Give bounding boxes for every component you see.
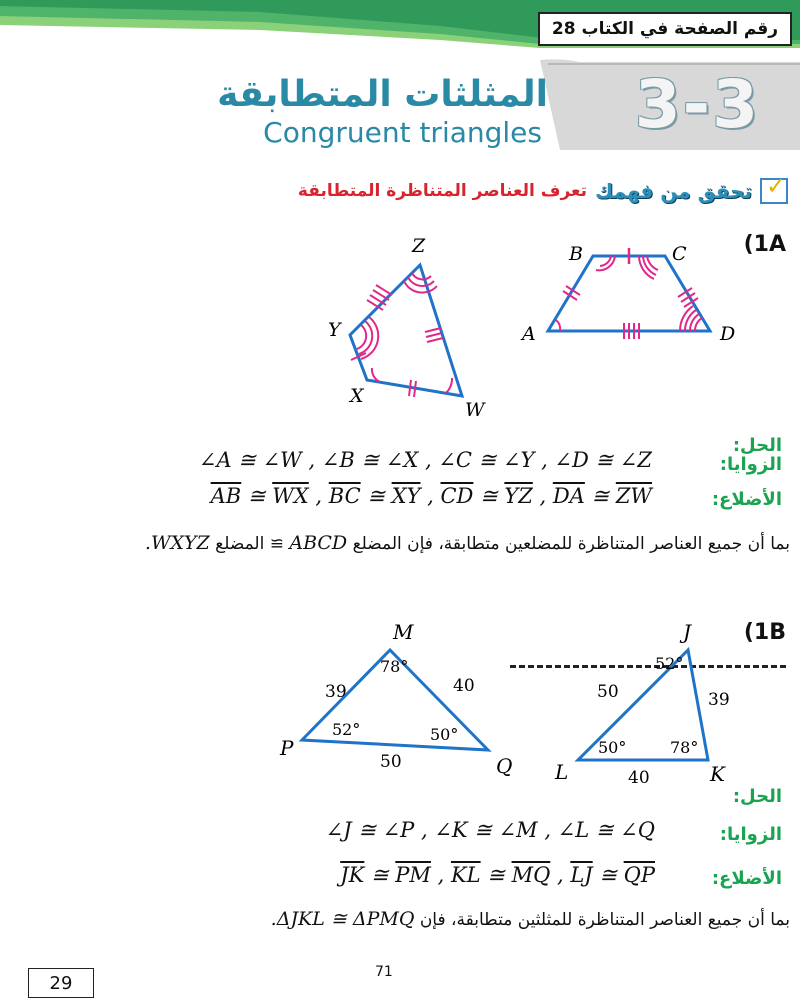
part-1b-label: (1B [743, 620, 786, 645]
angle-j: 52° [655, 654, 684, 673]
side-mq: 40 [453, 676, 475, 696]
lesson-title-arabic: المثلثات المتطابقة [217, 74, 548, 115]
sides-label-1b: الأضلاع: [711, 868, 782, 889]
vertex-m: M [393, 620, 414, 644]
side-jk: 39 [708, 690, 730, 710]
part-1a-label: (1A [743, 232, 786, 257]
solution-label-1a: الحل: [732, 435, 782, 456]
angle-l: 50° [598, 738, 627, 757]
vertex-l: L [555, 760, 569, 784]
figure-triangles [270, 615, 740, 790]
angles-label-1a: الزوايا: [719, 454, 782, 475]
vertex-d: D [720, 323, 736, 345]
conclusion-1b: بما أن جميع العناصر المتناظرة للمثلثين متطابقة، فإن ΔJKL ≅ ΔPMQ. [270, 908, 790, 930]
vertex-y: Y [328, 319, 341, 341]
vertex-k: K [710, 762, 725, 786]
solution-label-1b: الحل: [732, 786, 782, 807]
check-subtitle: تعرف العناصر المتناظرة المتطابقة [297, 181, 588, 201]
quad-abcd [548, 256, 710, 331]
sides-label-1a: الأضلاع: [711, 489, 782, 510]
side-pm: 39 [325, 682, 347, 702]
angles-label-1b: الزوايا: [719, 824, 782, 845]
figure-quadrilaterals [300, 228, 760, 428]
vertex-b: B [569, 243, 583, 265]
lesson-number: 3-3 [634, 66, 760, 143]
side-lj: 50 [597, 682, 619, 702]
angle-q: 50° [430, 725, 459, 744]
lesson-title-english: Congruent triangles [263, 116, 542, 149]
angle-k: 78° [670, 738, 699, 757]
angle-m: 78° [380, 657, 409, 676]
book-page-reference: رقم الصفحة في الكتاب 28 [538, 12, 792, 46]
vertex-w: W [465, 399, 485, 421]
check-understanding-heading [297, 172, 788, 204]
angles-statement-1a: ∠A ≅ ∠W , ∠B ≅ ∠X , ∠C ≅ ∠Y , ∠D ≅ ∠Z [198, 448, 652, 472]
book-page-box: 29 [28, 968, 94, 998]
side-lk: 40 [628, 768, 650, 788]
vertex-a: A [522, 323, 536, 345]
vertex-q: Q [496, 754, 513, 778]
check-title: تحقق من فهمك [595, 179, 752, 203]
vertex-z: Z [412, 235, 426, 257]
vertex-x: X [350, 385, 364, 407]
angle-p: 52° [332, 720, 361, 739]
angles-statement-1b: ∠J ≅ ∠P , ∠K ≅ ∠M , ∠L ≅ ∠Q [325, 818, 655, 842]
vertex-j: J [683, 620, 692, 644]
vertex-p: P [280, 736, 294, 760]
page-number: 71 [375, 964, 393, 980]
sides-statement-1a: $\overline{AB}$ ≅ $\overline{WX}$ , $\overline{BC}$ ≅ $\overline{XY}$ , $\overline{CD}$ ≅ $\overline{YZ}$ , $\overline{DA}$ ≅ $\overline{ZW}$ [210, 484, 652, 508]
vertex-c: C [672, 243, 687, 265]
conclusion-1a: بما أن جميع العناصر المتناظرة للمضلعين متطابقة، فإن المضلع ABCD ≅ المضلع WXYZ. [144, 532, 790, 554]
checkbox-icon: ✓ [760, 178, 788, 204]
side-pq: 50 [380, 752, 402, 772]
sides-statement-1b: $\overline{JK}$ ≅ $\overline{PM}$ , $\overline{KL}$ ≅ $\overline{MQ}$ , $\overline{LJ}$ ≅ $\overline{QP}$ [340, 863, 655, 887]
